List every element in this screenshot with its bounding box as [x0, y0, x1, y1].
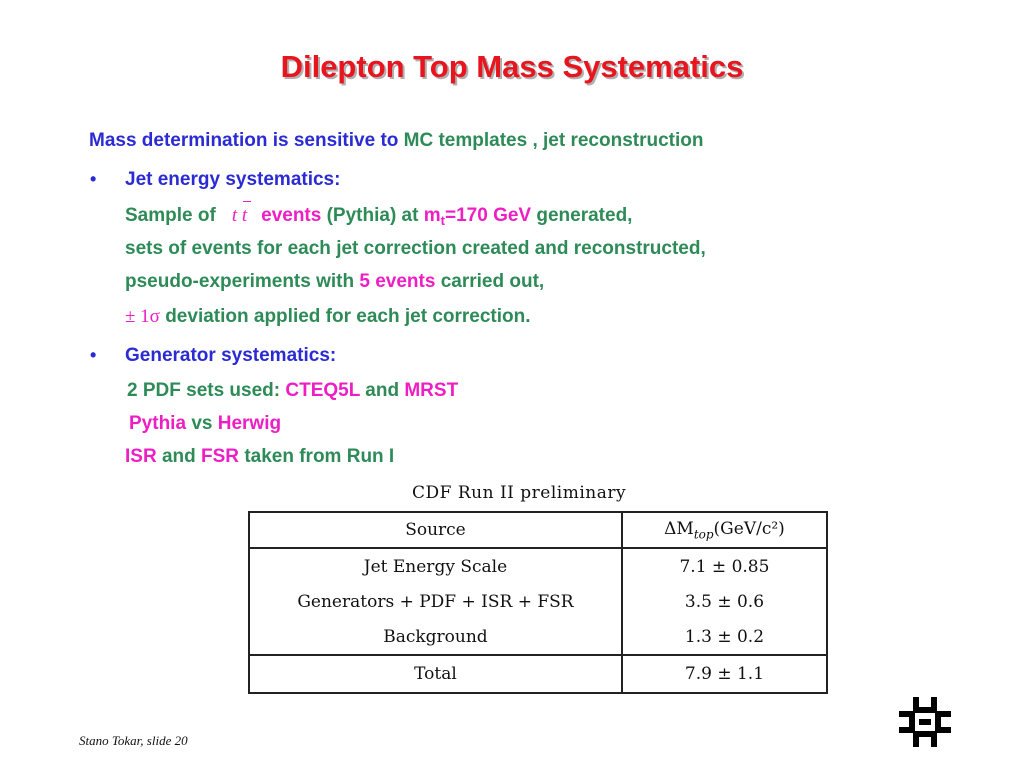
- isr-fsr-line: ISR and FSR taken from Run I: [125, 446, 395, 467]
- pdf-cteq: CTEQ5L: [285, 380, 360, 401]
- pdf-line: 2 PDF sets used: CTEQ5L and MRST: [127, 380, 459, 401]
- header-delta-mtop: $\Delta M_{top}(GeV/c^2)$: [622, 512, 827, 548]
- table-header-row: [249, 512, 827, 548]
- slide-title: Dilepton Top Mass Systematics: [280, 49, 744, 84]
- section-heading-jet-energy: Jet energy systematics:: [125, 169, 341, 190]
- intro-highlight: MC templates , jet reconstruction: [403, 130, 704, 151]
- bullet: •: [90, 169, 97, 189]
- events-word: events: [261, 205, 322, 226]
- pythia-at: (Pythia) at: [326, 205, 419, 226]
- sigma-symbol: ± 1σ: [125, 306, 160, 327]
- fermilab-logo-icon: [899, 697, 951, 747]
- deviation-line: ± 1σ deviation applied for each jet correction.: [125, 306, 531, 327]
- bullet: •: [90, 345, 97, 365]
- five-events: 5 events: [359, 271, 436, 292]
- ttbar-symbol: t t: [232, 204, 247, 228]
- systematics-table: [248, 511, 828, 694]
- sample-line: [125, 204, 632, 233]
- sample-prefix: Sample of: [125, 205, 216, 226]
- intro-text: Mass determination is sensitive to: [89, 130, 399, 151]
- generator-compare-line: Pythia vs Herwig: [129, 413, 282, 434]
- header-source: Source: [249, 512, 622, 548]
- top-mass: $m_t=170$ GeV: [423, 205, 532, 228]
- footer-text: Stano Tokar, slide 20: [79, 733, 188, 748]
- table-total-row: Total 7.9 ± 1.1: [249, 655, 827, 693]
- table-row: Jet Energy Scale 7.1 ± 0.85: [249, 548, 827, 584]
- pdf-mrst: MRST: [404, 380, 459, 401]
- section-heading-generator: Generator systematics:: [125, 345, 337, 366]
- table-row: Background 1.3 ± 0.2: [249, 619, 827, 655]
- generated-word: generated,: [536, 205, 633, 226]
- intro-line: [89, 129, 704, 153]
- sets-line: sets of events for each jet correction created and reconstructed,: [125, 238, 706, 259]
- table-row: Generators + PDF + ISR + FSR 3.5 ± 0.6: [249, 584, 827, 619]
- table-caption: CDF Run II preliminary: [412, 483, 627, 503]
- pseudo-experiments-line: pseudo-experiments with 5 events carried out,: [125, 271, 545, 292]
